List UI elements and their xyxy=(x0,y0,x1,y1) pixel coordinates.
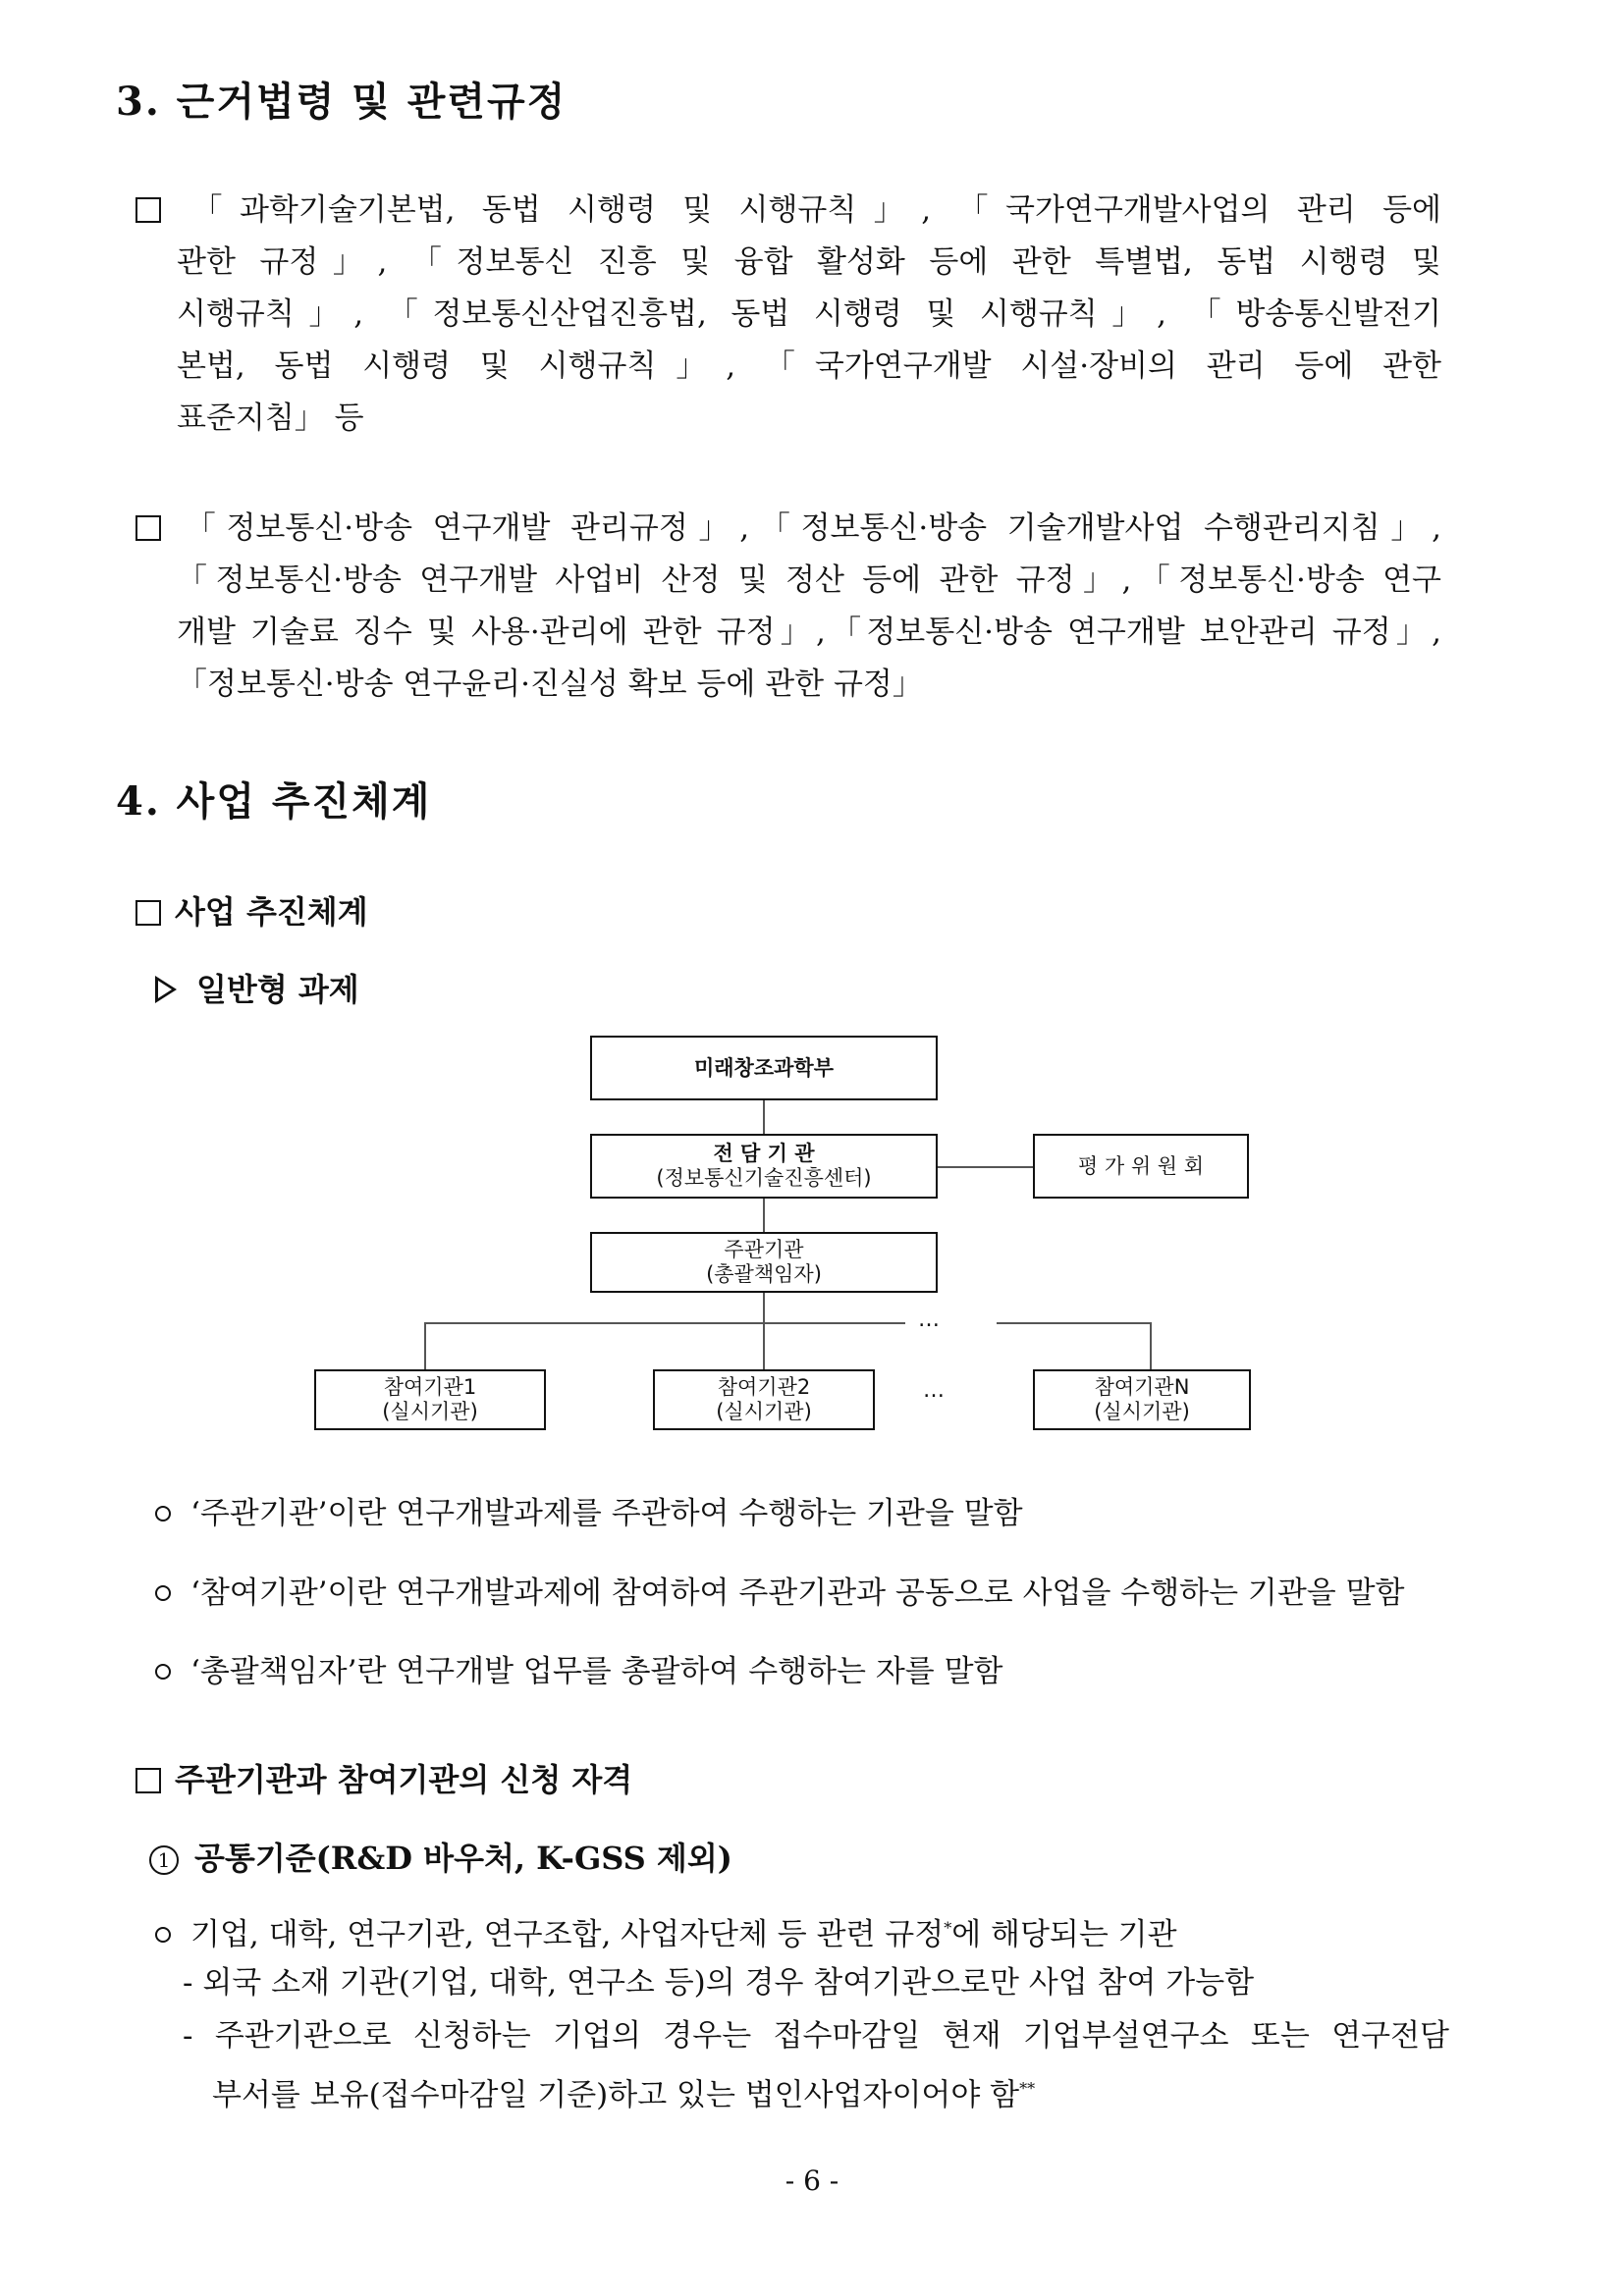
agency-name: (정보통신기술진흥센터) xyxy=(656,1166,872,1190)
criteria-subitem-2-line1: - 주관기관으로 신청하는 기업의 경우는 접수마감일 현재 기업부설연구소 또는 연구전담 xyxy=(183,2018,1449,2054)
para1-line1: 「과학기술기본법, 동법 시행령 및 시행규칙」, 「국가연구개발사업의 관리 등에 xyxy=(175,192,1441,228)
circle-bullet-icon xyxy=(155,1664,171,1680)
footnote-marker: ** xyxy=(1019,2079,1036,2098)
connector-line xyxy=(997,1322,1152,1324)
agency-title: 전 담 기 관 xyxy=(713,1142,815,1165)
circled-number: 1 xyxy=(149,1845,179,1875)
para1-line4: 본법, 동법 시행령 및 시행규칙」, 「국가연구개발 시설·장비의 관리 등에 관한 xyxy=(177,348,1441,384)
connector-line xyxy=(763,1293,765,1323)
section-3-paragraph-1 xyxy=(135,185,1441,445)
sub-subsection-label: 일반형 과제 xyxy=(196,971,359,1008)
criteria-heading xyxy=(149,1834,732,1879)
para1-line5: 표준지침」 등 xyxy=(177,400,364,436)
definition-item xyxy=(155,1568,1405,1612)
subsection-2-label: 주관기관과 참여기관의 신청 자격 xyxy=(175,1761,633,1798)
circle-bullet-icon xyxy=(155,1585,171,1601)
circle-bullet-icon xyxy=(155,1506,171,1522)
para2-line1: 「정보통신·방송 연구개발 관리규정」,「정보통신·방송 기술개발사업 수행관리지침」, xyxy=(175,510,1441,546)
criteria-subitem-2-line2-wrap xyxy=(183,2062,1449,2121)
definition-text: ‘주관기관’이란 연구개발과제를 주관하여 수행하는 기관을 말함 xyxy=(190,1496,1023,1531)
participant-1-title: 참여기관1 xyxy=(383,1375,477,1399)
definition-item xyxy=(155,1488,1023,1532)
definition-text: ‘참여기관’이란 연구개발과제에 참여하여 주관기관과 공동으로 사업을 수행하는 기관을 말함 xyxy=(190,1575,1405,1611)
participant-1-box xyxy=(314,1369,546,1430)
para1-line3: 시행규칙」, 「정보통신산업진흥법, 동법 시행령 및 시행규칙」, 「방송통신발전기 xyxy=(177,296,1441,332)
checkbox-square-icon xyxy=(135,515,161,541)
lead-institution-box xyxy=(590,1232,938,1293)
connector-line xyxy=(424,1322,426,1369)
criteria-item-text-b: 에 해당되는 기관 xyxy=(951,1917,1177,1952)
ellipsis-lower: … xyxy=(923,1378,945,1403)
criteria-item-text-a: 기업, 대학, 연구기관, 연구조합, 사업자단체 등 관련 규정 xyxy=(190,1917,945,1952)
checkbox-square-icon xyxy=(135,1768,161,1793)
subsection-title xyxy=(135,887,368,933)
criteria-item xyxy=(155,1909,1177,1953)
para2-line2: 「정보통신·방송 연구개발 사업비 산정 및 정산 등에 관한 규정」,「정보통신·방송 연구 xyxy=(177,562,1441,598)
definition-item xyxy=(155,1646,1002,1690)
participant-2-box xyxy=(653,1369,875,1430)
agency-box xyxy=(590,1134,938,1199)
sub-subsection-title xyxy=(155,965,359,1010)
triangle-right-icon xyxy=(155,976,177,1003)
connector-line xyxy=(763,1199,765,1232)
section-3-paragraph-2 xyxy=(135,503,1441,711)
para2-line4: 「정보통신·방송 연구윤리·진실성 확보 등에 관한 규정」 xyxy=(177,667,923,702)
criteria-subitem-1: - 외국 소재 기관(기업, 대학, 연구소 등)의 경우 참여기관으로만 사업 참여 가능함 xyxy=(183,1965,1255,2001)
lead-sub: (총괄책임자) xyxy=(706,1262,822,1286)
criteria-title: 공통기준(R&D 바우처, K-GSS 제외) xyxy=(194,1840,732,1877)
section-3-title: 3. 근거법령 및 관련규정 xyxy=(116,79,568,125)
checkbox-square-icon xyxy=(135,900,161,926)
ellipsis-upper: … xyxy=(918,1308,940,1332)
footnote-marker: * xyxy=(944,1918,952,1938)
criteria-subitem-2 xyxy=(183,2010,1449,2121)
participant-1-sub: (실시기관) xyxy=(382,1400,478,1423)
connector-line xyxy=(424,1322,905,1324)
participant-n-sub: (실시기관) xyxy=(1094,1400,1190,1423)
connector-line xyxy=(763,1322,765,1369)
committee-box xyxy=(1033,1134,1249,1199)
participant-n-box xyxy=(1033,1369,1251,1430)
lead-title: 주관기관 xyxy=(724,1238,804,1261)
committee-label: 평 가 위 원 회 xyxy=(1077,1153,1205,1178)
section-4-title: 4. 사업 추진체계 xyxy=(116,778,432,825)
ministry-label: 미래창조과학부 xyxy=(693,1055,834,1080)
ministry-box xyxy=(590,1036,938,1100)
definition-text: ‘총괄책임자’란 연구개발 업무를 총괄하여 수행하는 자를 말함 xyxy=(190,1654,1003,1689)
participant-2-title: 참여기관2 xyxy=(717,1375,811,1399)
connector-line xyxy=(938,1166,1033,1168)
circle-bullet-icon xyxy=(155,1927,171,1943)
connector-line xyxy=(1150,1322,1152,1369)
connector-line xyxy=(763,1100,765,1134)
para2-line3: 개발 기술료 징수 및 사용·관리에 관한 규정」,「정보통신·방송 연구개발 보안관리 규정」, xyxy=(177,614,1441,650)
para1-line2: 관한 규정」, 「정보통신 진흥 및 융합 활성화 등에 관한 특별법, 동법 시행령 및 xyxy=(177,244,1441,280)
participant-2-sub: (실시기관) xyxy=(716,1400,812,1423)
criteria-subitem-2-line2: 부서를 보유(접수마감일 기준)하고 있는 법인사업자이어야 함 xyxy=(212,2077,1020,2113)
checkbox-square-icon xyxy=(135,197,161,223)
page-number: - 6 - xyxy=(785,2164,839,2197)
participant-n-title: 참여기관N xyxy=(1094,1375,1190,1399)
subsection-title-2 xyxy=(135,1755,632,1800)
subsection-label: 사업 추진체계 xyxy=(175,893,368,931)
